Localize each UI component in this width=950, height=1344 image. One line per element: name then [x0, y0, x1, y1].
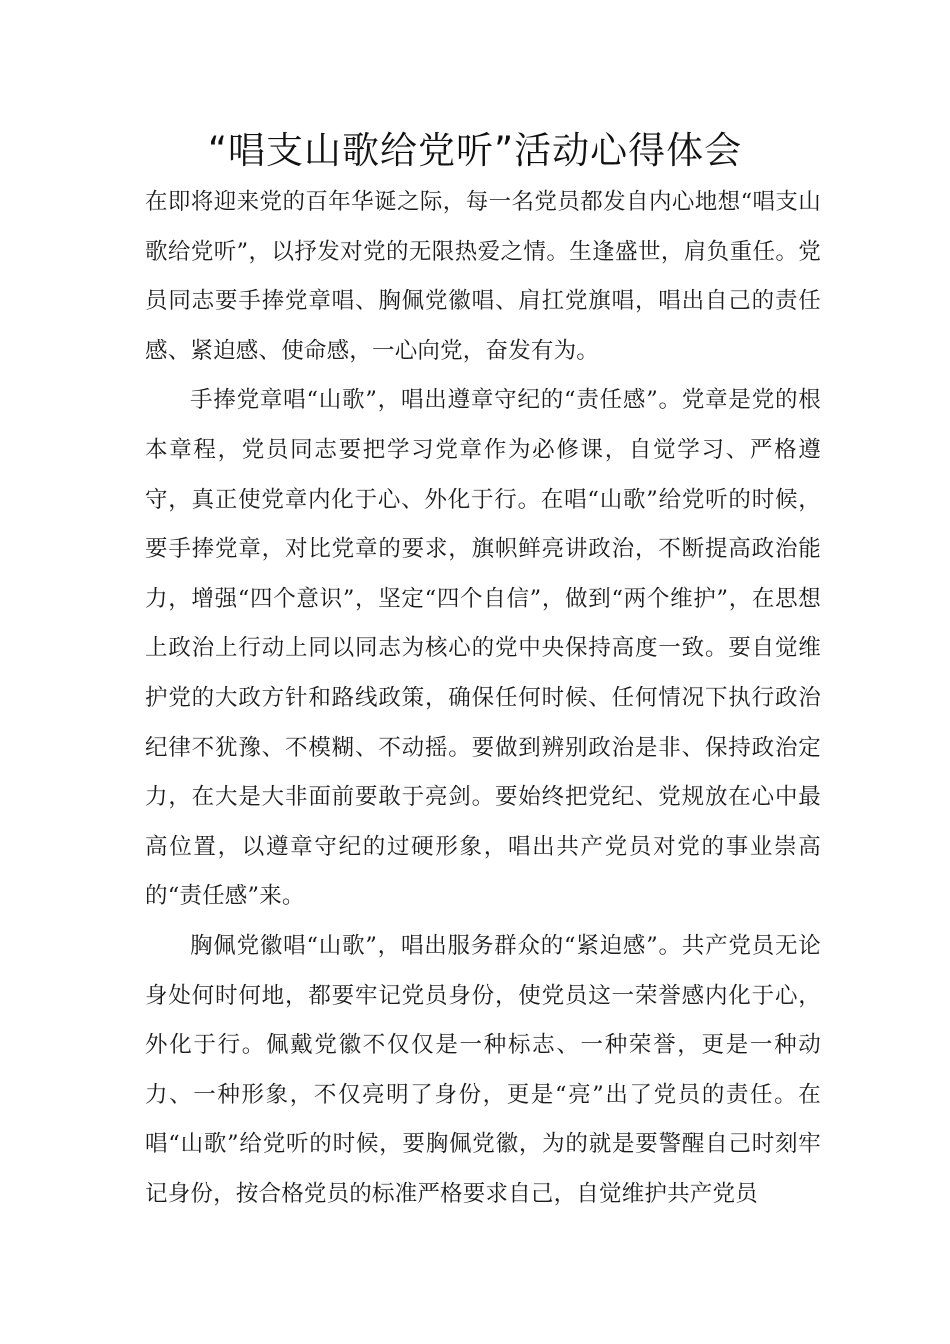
document-title: “唱支山歌给党听”活动心得体会 — [207, 129, 743, 172]
paragraph-intro: 在即将迎来党的百年华诞之际，每一名党员都发自内心地想“唱支山歌给党听”，以抒发对党的无限热爱之情。生逢盛世，肩负重任。党员同志要手捧党章唱、胸佩党徽唱、肩扛党旗唱，唱出自己的责任感、紧迫感、使命感，一心向党，奋发有为。 — [145, 189, 821, 364]
paragraph-party-badge: 胸佩党徽唱“山歌”，唱出服务群众的“紧迫感”。共产党员无论身处何时何地，都要牢记党员身份，使党员这一荣誉感内化于心，外化于行。佩戴党徽不仅仅是一种标志、一种荣誉，更是一种动力、一种形象，不仅亮明了身份，更是“亮”出了党员的责任。在唱“山歌”给党听的时候，要胸佩党徽，为的就是要警醒自己时刻牢记身份，按合格党员的标准严格要求自己，自觉维护共产党员 — [145, 932, 821, 1207]
document-body — [145, 178, 821, 1219]
paragraph-party-constitution: 手捧党章唱“山歌”，唱出遵章守纪的“责任感”。党章是党的根本章程，党员同志要把学习党章作为必修课，自觉学习、严格遵守，真正使党章内化于心、外化于行。在唱“山歌”给党听的时候，要手捧党章，对比党章的要求，旗帜鲜亮讲政治，不断提高政治能力，增强“四个意识”，坚定“四个自信”，做到“两个维护”，在思想上政治上行动上同以同志为核心的党中央保持高度一致。要自觉维护党的大政方针和路线政策，确保任何时候、任何情况下执行政治纪律不犹豫、不模糊、不动摇。要做到辨别政治是非、保持政治定力，在大是大非面前要敢于亮剑。要始终把党纪、党规放在心中最高位置，以遵章守纪的过硬形象，唱出共产党员对党的事业崇高的“责任感”来。 — [145, 387, 821, 910]
